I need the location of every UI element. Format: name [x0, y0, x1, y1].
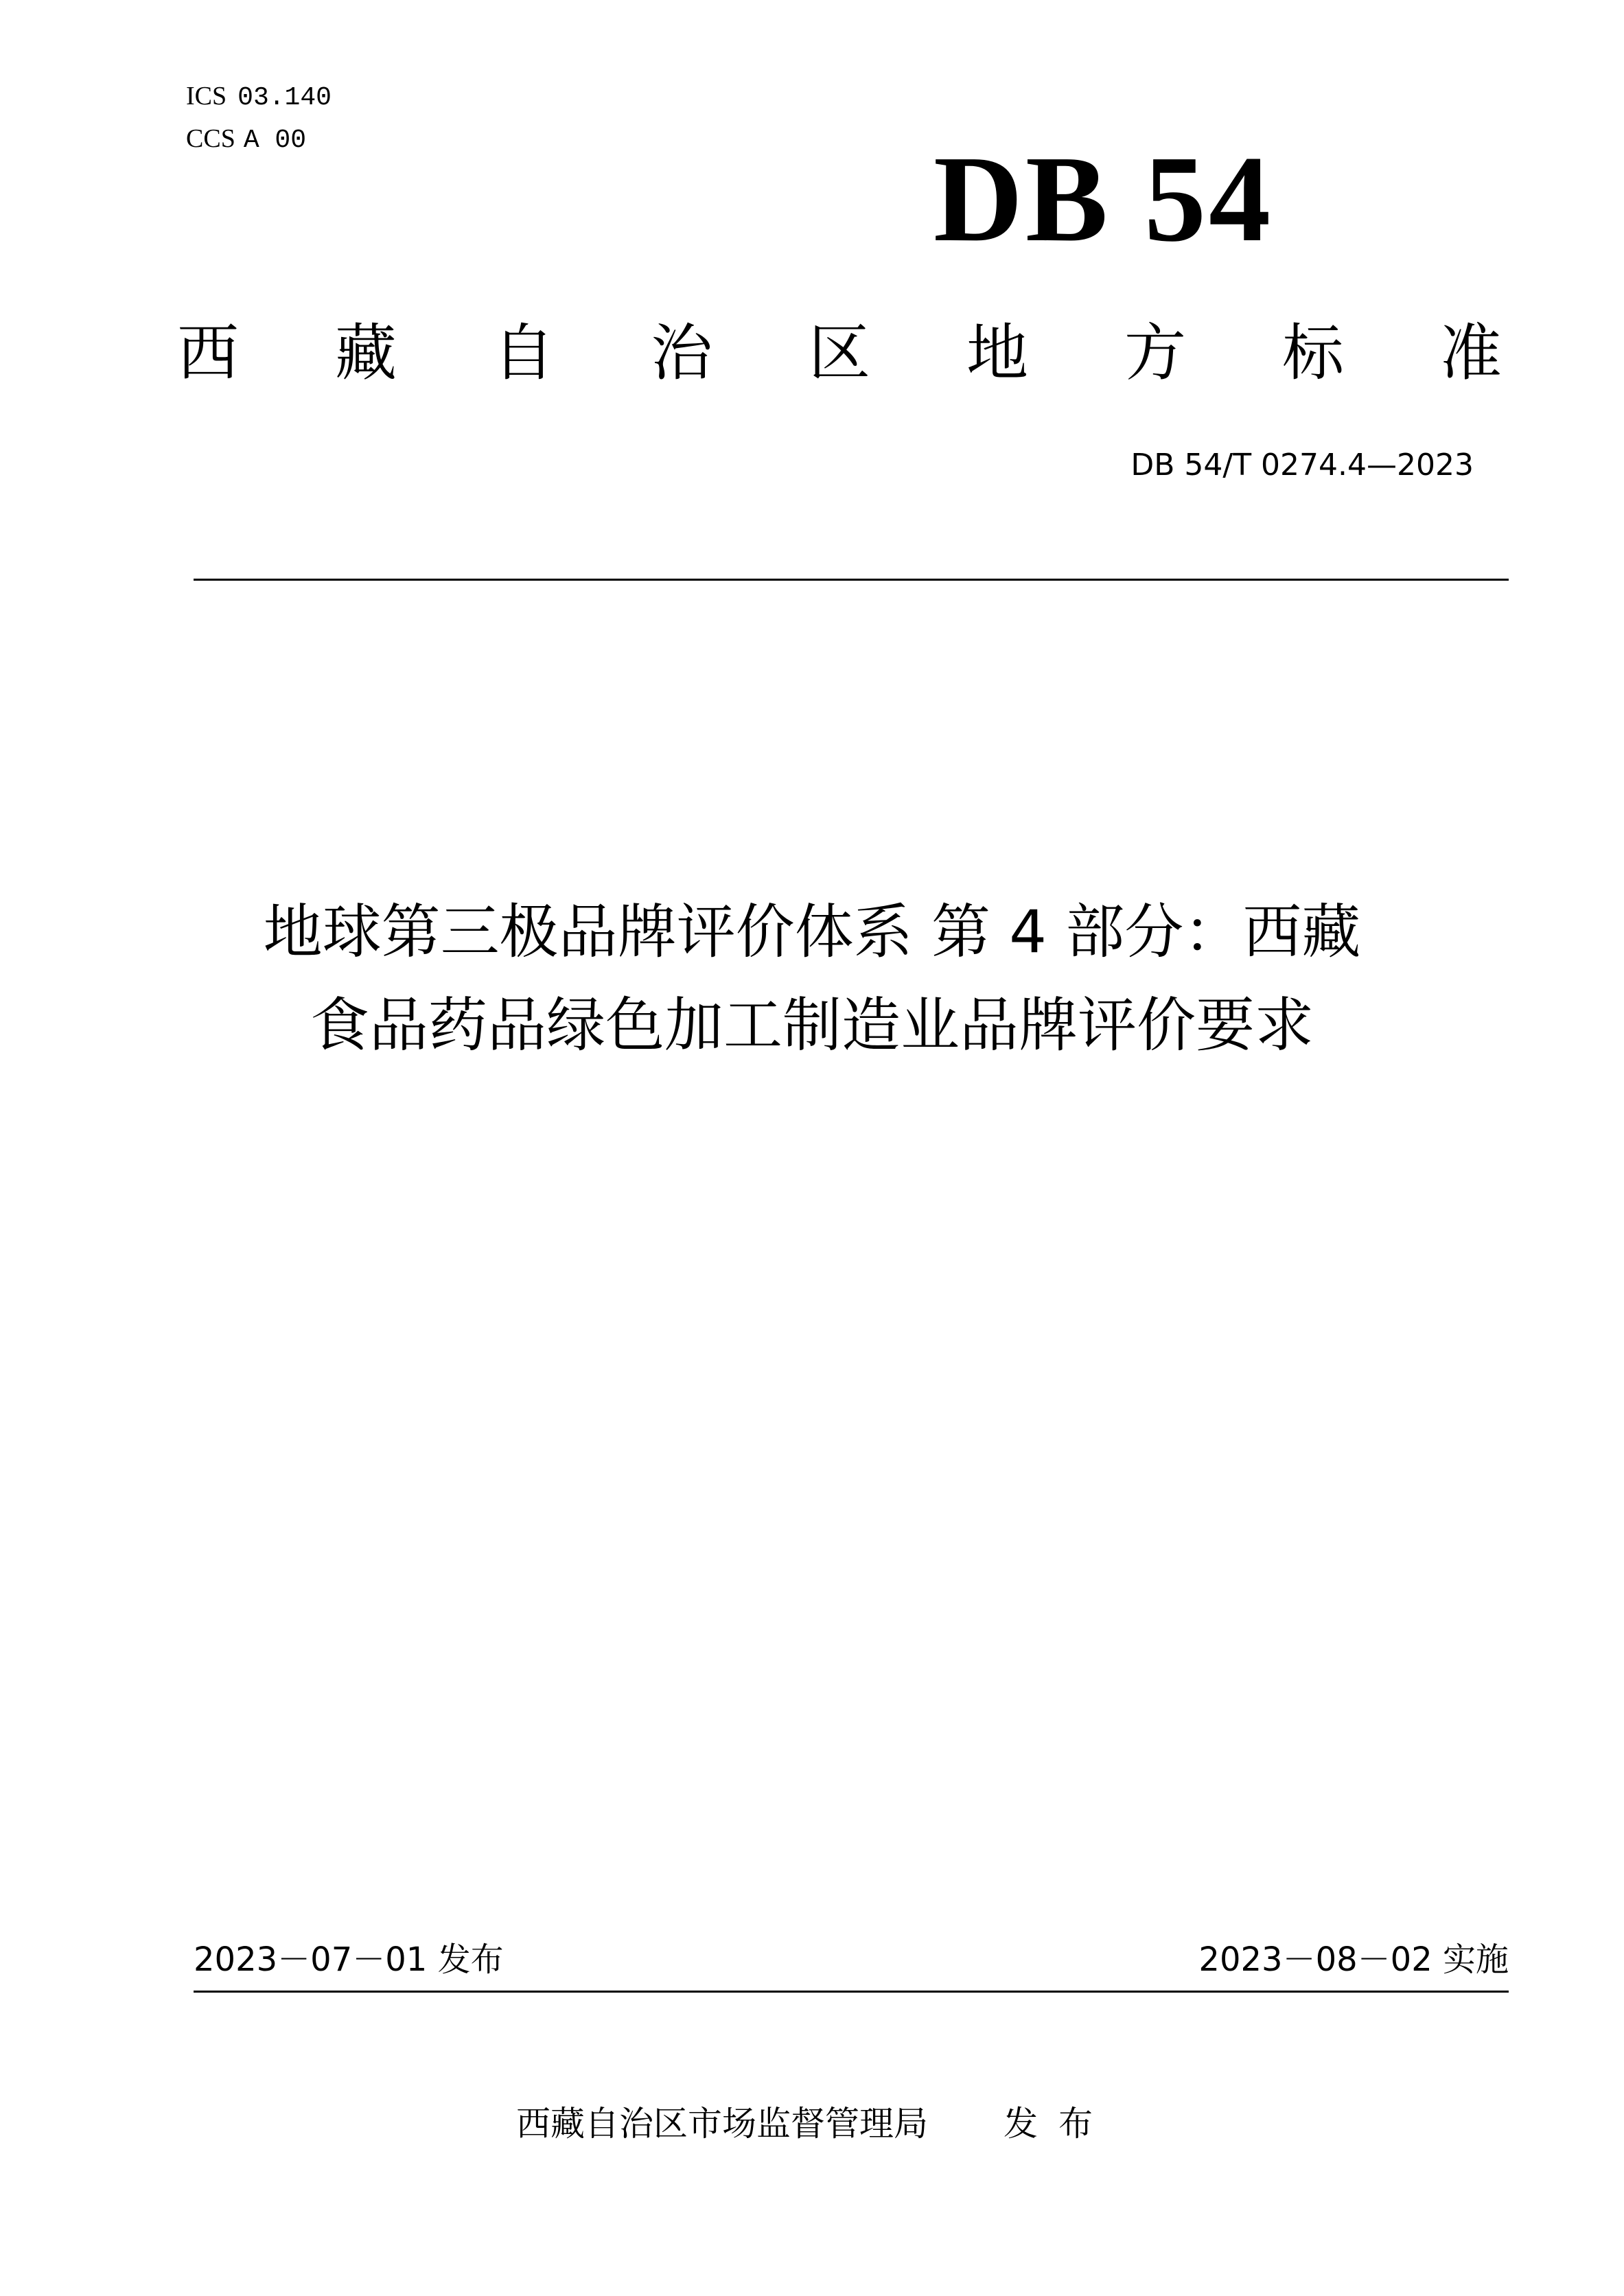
ccs-code: A 00 — [243, 126, 307, 155]
standard-type-heading — [177, 316, 1502, 391]
standard-type-char: 标 — [1282, 317, 1344, 389]
standard-type-char: 准 — [1440, 317, 1502, 389]
standard-type-char: 区 — [809, 317, 870, 389]
document-title — [137, 885, 1487, 1072]
ccs-classification — [186, 119, 306, 160]
standard-type-char: 方 — [1124, 317, 1186, 389]
issuer-action: 发布 — [1004, 2104, 1113, 2144]
issuing-authority — [516, 2102, 1113, 2146]
footer-divider — [194, 1991, 1509, 1993]
header-divider — [194, 579, 1509, 581]
standard-type-char: 西 — [177, 317, 239, 389]
standard-type-char: 自 — [493, 317, 555, 389]
standard-number: DB 54/T 0274.4—2023 — [1130, 448, 1474, 483]
standard-type-char: 地 — [966, 317, 1028, 389]
ics-label: ICS — [186, 82, 227, 111]
title-line-1: 地球第三极品牌评价体系 第 4 部分：西藏 — [263, 898, 1361, 966]
publish-date: 2023－07－01 发布 — [194, 1940, 504, 1979]
ics-classification — [186, 77, 332, 117]
issuer-name: 西藏自治区市场监督管理局 — [516, 2104, 928, 2144]
effective-date: 2023－08－02 实施 — [1198, 1940, 1509, 1979]
standard-type-char: 治 — [651, 317, 712, 389]
ics-code: 03.140 — [237, 83, 332, 113]
title-line-2: 食品药品绿色加工制造业品牌评价要求 — [310, 991, 1314, 1060]
standard-mark: DB 54 — [933, 130, 1274, 267]
standard-type-char: 藏 — [335, 317, 397, 389]
ccs-label: CCS — [186, 124, 235, 153]
